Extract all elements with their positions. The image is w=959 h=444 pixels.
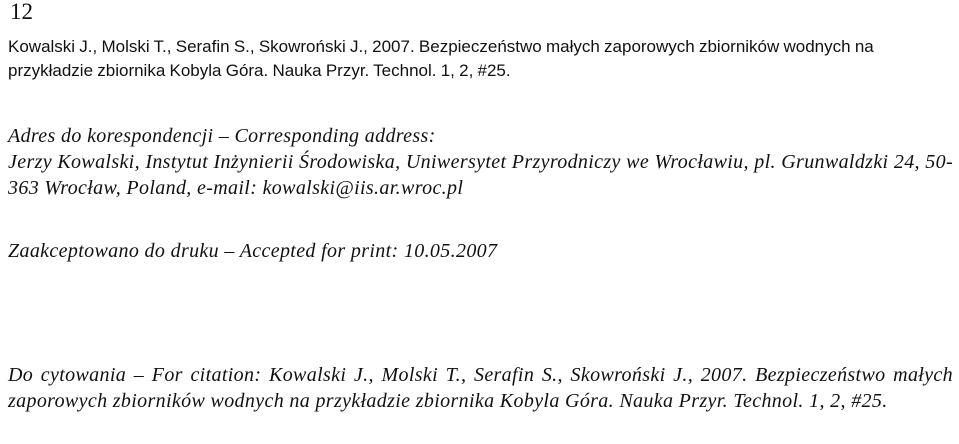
correspondence-address: Jerzy Kowalski, Instytut Inżynierii Środowiska, Uniwersytet Przyrodniczy we Wrocławiu, pl. Grunwaldzki 24, 50-363 Wrocław, Poland, e-mail: kowalski@iis.ar.wroc.pl: [8, 151, 953, 199]
page-number: 12: [10, 0, 33, 24]
citation-block: Do cytowania – For citation: Kowalski J., Molski T., Serafin S., Skowroński J., 2007. Bezpieczeństwo małych zaporowych zbiorników wodnych na przykładzie zbiornika Kobyla Góra. Nauka Przyr. Technol. 1, 2, #25.: [8, 364, 953, 412]
running-head-citation: Kowalski J., Molski T., Serafin S., Skowroński J., 2007. Bezpieczeństwo małych zaporowych zbiorników wodnych na przykładzie zbiornika Kobyla Góra. Nauka Przyr. Technol. 1, 2, #25.: [8, 37, 874, 80]
correspondence-heading: Adres do korespondencji – Corresponding address:: [8, 125, 436, 147]
correspondence-section: [8, 123, 953, 201]
accepted-for-print: Zaakceptowano do druku – Accepted for print: 10.05.2007: [8, 240, 498, 262]
